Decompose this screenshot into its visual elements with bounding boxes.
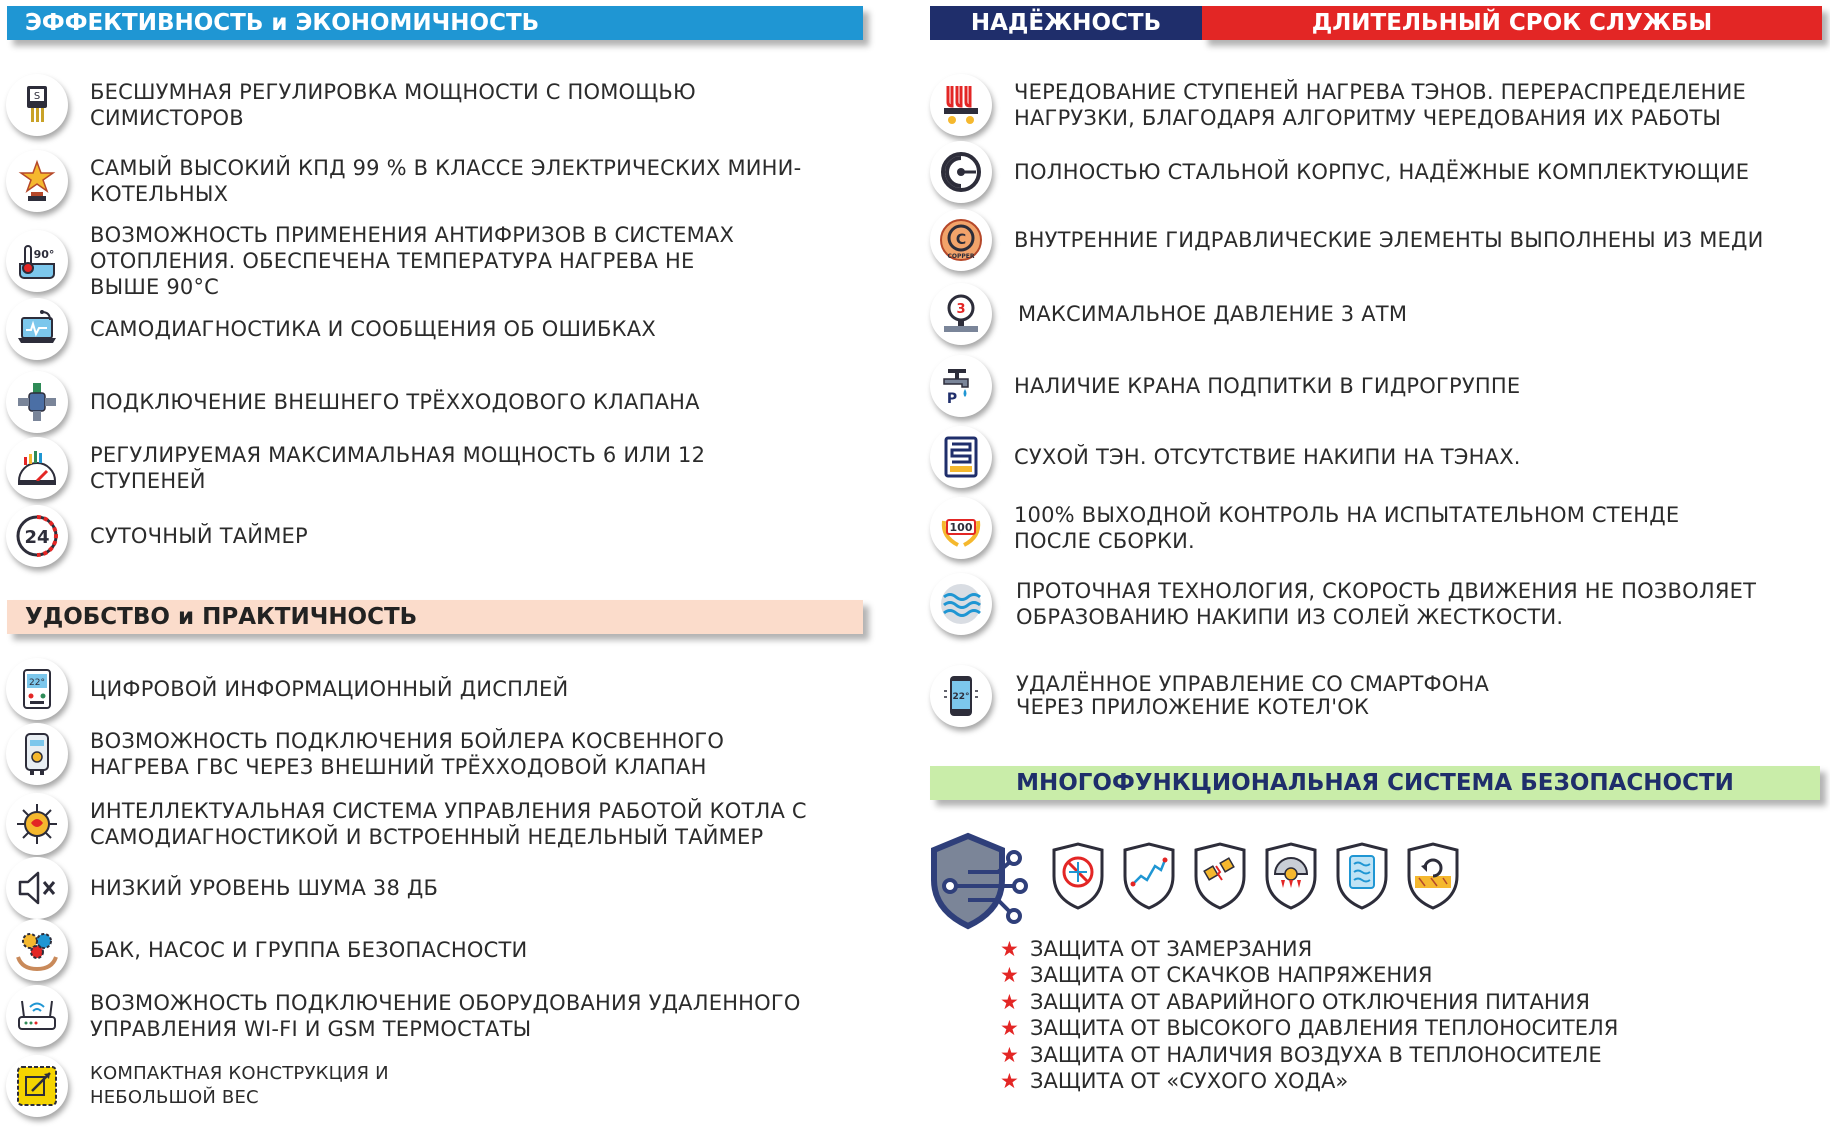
three-way-valve-icon	[6, 371, 68, 433]
thermometer-90-icon	[6, 230, 68, 292]
list-item: ★ ЗАЩИТА ОТ АВАРИЙНОГО ОТКЛЮЧЕНИЯ ПИТАНИЯ	[1000, 989, 1590, 1014]
copper-icon	[930, 209, 992, 271]
list-item: 90° ВОЗМОЖНОСТЬ ПРИМЕНЕНИЯ АНТИФРИЗОВ В СИСТЕМАХ ОТОПЛЕНИЯ. ОБЕСПЕЧЕНА ТЕМПЕРАТУРА НАГРЕВА НЕ ВЫШЕ 90°С	[6, 222, 734, 300]
frost-protection-icon	[1050, 842, 1106, 910]
boiler-icon	[6, 723, 68, 785]
svg-text:24: 24	[24, 527, 50, 548]
list-item: ПОЛНОСТЬЮ СТАЛЬНОЙ КОРПУС, НАДЁЖНЫЕ КОМПЛЕКТУЮЩИЕ	[930, 141, 1749, 203]
dry-heater-icon	[930, 426, 992, 488]
list-item: 24 СУТОЧНЫЙ ТАЙМЕР	[6, 505, 308, 567]
protection-icons-row	[1050, 842, 1461, 910]
svg-text:22°: 22°	[952, 692, 970, 702]
power-outage-icon	[1192, 842, 1248, 910]
gears-hands-icon	[6, 919, 68, 981]
wifi-router-icon	[6, 985, 68, 1047]
smartphone-icon	[930, 665, 992, 727]
reliability-header: НАДЁЖНОСТЬ	[930, 6, 1202, 40]
triac-icon	[6, 74, 68, 136]
star-icon: ★	[1000, 1016, 1019, 1041]
svg-text:S: S	[33, 91, 41, 102]
list-item: 22° УДАЛЁННОЕ УПРАВЛЕНИЕ СО СМАРТФОНА ЧЕРЕЗ ПРИЛОЖЕНИЕ КОТЕЛ'ОК	[930, 665, 1489, 727]
list-item: САМЫЙ ВЫСОКИЙ КПД 99 % В КЛАССЕ ЭЛЕКТРИЧЕСКИХ МИНИ- КОТЕЛЬНЫХ	[6, 150, 801, 212]
star-icon: ★	[1000, 1042, 1019, 1067]
steel-body-icon	[930, 141, 992, 203]
protections-list	[1000, 936, 1618, 1094]
svg-text:3: 3	[956, 302, 966, 317]
service-life-header: ДЛИТЕЛЬНЫЙ СРОК СЛУЖБЫ	[1202, 6, 1822, 40]
trophy-icon	[6, 150, 68, 212]
digital-display-icon	[6, 658, 68, 720]
list-item: ПОДКЛЮЧЕНИЕ ВНЕШНЕГО ТРЁХХОДОВОГО КЛАПАНА	[6, 371, 700, 433]
compact-size-icon	[6, 1055, 68, 1117]
list-item: БАК, НАСОС И ГРУППА БЕЗОПАСНОСТИ	[6, 919, 527, 981]
list-item: ВОЗМОЖНОСТЬ ПОДКЛЮЧЕНИЯ БОЙЛЕРА КОСВЕННОГО НАГРЕВА ГВС ЧЕРЕЗ ВНЕШНИЙ ТРЁХХОДОВОЙ КЛАПАН	[6, 723, 724, 785]
brain-chip-icon	[6, 793, 68, 855]
power-gauge-icon	[6, 437, 68, 499]
list-item: 22° ЦИФРОВОЙ ИНФОРМАЦИОННЫЙ ДИСПЛЕЙ	[6, 658, 568, 720]
svg-text:22°: 22°	[29, 678, 45, 688]
list-item: ПРОТОЧНАЯ ТЕХНОЛОГИЯ, СКОРОСТЬ ДВИЖЕНИЯ НЕ ПОЗВОЛЯЕТ ОБРАЗОВАНИЮ НАКИПИ ИЗ СОЛЕЙ ЖЕСТКОСТИ.	[930, 573, 1756, 635]
list-item: 100 100% ВЫХОДНОЙ КОНТРОЛЬ НА ИСПЫТАТЕЛЬНОМ СТЕНДЕ ПОСЛЕ СБОРКИ.	[930, 497, 1679, 559]
shield-network-icon	[924, 832, 1032, 930]
laptop-diagnostics-icon	[6, 298, 68, 360]
efficiency-header: ЭФФЕКТИВНОСТЬ и ЭКОНОМИЧНОСТЬ	[7, 6, 863, 40]
timer-24-icon	[6, 505, 68, 567]
svg-text:90°: 90°	[33, 248, 55, 261]
safety-header: МНОГОФУНКЦИОНАЛЬНАЯ СИСТЕМА БЕЗОПАСНОСТИ	[930, 766, 1820, 800]
list-item: СУХОЙ ТЭН. ОТСУТСТВИЕ НАКИПИ НА ТЭНАХ.	[930, 426, 1521, 488]
speaker-mute-icon	[6, 857, 68, 919]
dry-run-icon	[1405, 842, 1461, 910]
heating-elements-icon	[930, 74, 992, 136]
high-pressure-icon	[1263, 842, 1319, 910]
list-item: ★ ЗАЩИТА ОТ НАЛИЧИЯ ВОЗДУХА В ТЕПЛОНОСИТЕЛЕ	[1000, 1042, 1602, 1067]
list-item: САМОДИАГНОСТИКА И СООБЩЕНИЯ ОБ ОШИБКАХ	[6, 298, 656, 360]
star-icon: ★	[1000, 963, 1019, 988]
flow-waves-icon	[930, 573, 992, 635]
star-icon: ★	[1000, 1069, 1019, 1094]
star-icon: ★	[1000, 937, 1019, 961]
list-item: ★ ЗАЩИТА ОТ СКАЧКОВ НАПРЯЖЕНИЯ	[1000, 963, 1433, 988]
list-item: ★ ЗАЩИТА ОТ «СУХОГО ХОДА»	[1000, 1069, 1349, 1094]
list-item: ★ ЗАЩИТА ОТ ВЫСОКОГО ДАВЛЕНИЯ ТЕПЛОНОСИТЕЛЯ	[1000, 1016, 1619, 1041]
list-item: ★ ЗАЩИТА ОТ ЗАМЕРЗАНИЯ	[1000, 937, 1313, 961]
air-vent-icon	[1334, 842, 1390, 910]
list-item: ИНТЕЛЛЕКТУАЛЬНАЯ СИСТЕМА УПРАВЛЕНИЯ РАБОТОЙ КОТЛА С САМОДИАГНОСТИКОЙ И ВСТРОЕННЫЙ НЕДЕЛЬНЫЙ ТАЙМЕР	[6, 793, 807, 855]
svg-text:P: P	[946, 391, 958, 407]
convenience-header: УДОБСТВО и ПРАКТИЧНОСТЬ	[7, 600, 863, 634]
list-item: C COPPER ВНУТРЕННИЕ ГИДРАВЛИЧЕСКИЕ ЭЛЕМЕНТЫ ВЫПОЛНЕНЫ ИЗ МЕДИ	[930, 209, 1764, 271]
list-item: ВОЗМОЖНОСТЬ ПОДКЛЮЧЕНИЕ ОБОРУДОВАНИЯ УДАЛЕННОГО УПРАВЛЕНИЯ WI-FI И GSM ТЕРМОСТАТЫ	[6, 985, 801, 1047]
voltage-surge-icon	[1121, 842, 1177, 910]
list-item: НИЗКИЙ УРОВЕНЬ ШУМА 38 ДБ	[6, 857, 438, 919]
list-item: ЧЕРЕДОВАНИЕ СТУПЕНЕЙ НАГРЕВА ТЭНОВ. ПЕРЕРАСПРЕДЕЛЕНИЕ НАГРУЗКИ, БЛАГОДАРЯ АЛГОРИТМУ ЧЕРЕДОВАНИЯ ИХ РАБОТЫ	[930, 74, 1746, 136]
pressure-gauge-icon	[930, 283, 992, 345]
svg-text:100: 100	[949, 521, 973, 534]
list-item: S БЕСШУМНАЯ РЕГУЛИРОВКА МОЩНОСТИ С ПОМОЩЬЮ СИМИСТОРОВ	[6, 74, 696, 136]
svg-text:C: C	[955, 232, 967, 248]
list-item: КОМПАКТНАЯ КОНСТРУКЦИЯ И НЕБОЛЬШОЙ ВЕС	[6, 1055, 389, 1117]
filling-tap-icon	[930, 355, 992, 417]
quality-100-icon	[930, 497, 992, 559]
svg-text:COPPER: COPPER	[947, 253, 975, 260]
list-item: РЕГУЛИРУЕМАЯ МАКСИМАЛЬНАЯ МОЩНОСТЬ 6 ИЛИ 12 СТУПЕНЕЙ	[6, 437, 705, 499]
star-icon: ★	[1000, 989, 1019, 1014]
list-item: 3 МАКСИМАЛЬНОЕ ДАВЛЕНИЕ 3 АТМ	[930, 283, 1407, 345]
list-item: P НАЛИЧИЕ КРАНА ПОДПИТКИ В ГИДРОГРУППЕ	[930, 355, 1520, 417]
